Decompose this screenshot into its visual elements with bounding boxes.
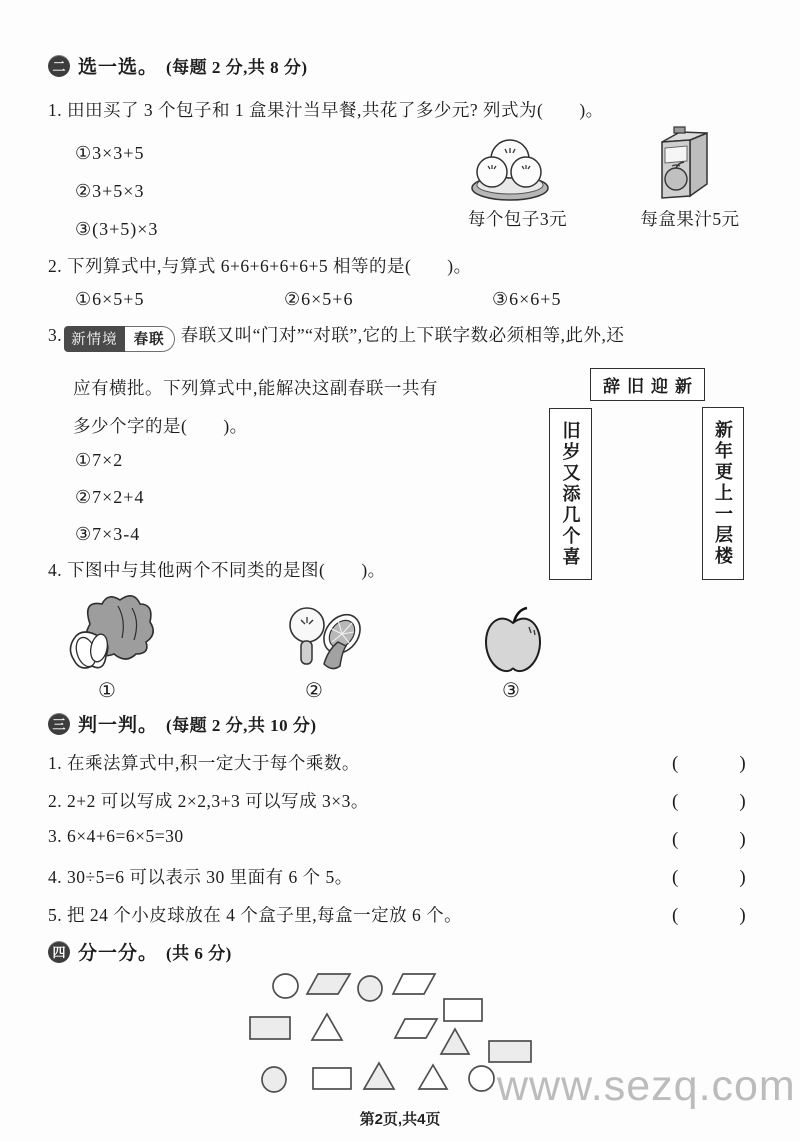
couplet-banner-text: 辞旧迎新 bbox=[603, 377, 699, 396]
judge-answer-4: ( ) bbox=[672, 867, 747, 888]
judge-answer-5: ( ) bbox=[672, 905, 747, 926]
q3-line1-text: 春联又叫“门对”“对联”,它的上下联字数必须相等,此外,还 bbox=[180, 325, 625, 345]
juice-price-label: 每盒果汁5元 bbox=[640, 209, 740, 229]
shape-triangle bbox=[311, 1013, 343, 1041]
section-judge-title: 判一判。 bbox=[78, 715, 159, 736]
shape-parallelogram bbox=[392, 973, 436, 995]
q1-option-3: ③(3+5)×3 bbox=[75, 219, 159, 239]
badge-new-context: 新情境 bbox=[64, 326, 125, 352]
section-sort-title: 分一分。 bbox=[78, 943, 159, 964]
shape-triangle bbox=[363, 1062, 395, 1090]
section-judge-note: (每题 2 分,共 10 分) bbox=[166, 716, 317, 735]
watermark: www.sezq.com bbox=[497, 1062, 796, 1110]
context-badge bbox=[64, 326, 175, 352]
q4-text: 4. 下图中与其他两个不同类的是图( )。 bbox=[48, 560, 386, 580]
judge-item-5: 5. 把 24 个小皮球放在 4 个盒子里,每盒一定放 6 个。 bbox=[48, 905, 463, 925]
couplet-right-strip bbox=[702, 407, 744, 580]
judge-item-1: 1. 在乘法算式中,积一定大于每个乘数。 bbox=[48, 753, 360, 773]
section-three-icon: 三 bbox=[48, 713, 70, 735]
bun-price-label: 每个包子3元 bbox=[467, 209, 568, 229]
couplet-left-text: 旧岁又添几个喜 bbox=[560, 420, 581, 568]
shape-rect bbox=[488, 1040, 532, 1063]
section-two-icon: 二 bbox=[48, 55, 70, 77]
judge-item-3: 3. 6×4+6=6×5=30 bbox=[48, 826, 184, 846]
q4-label-3: ③ bbox=[502, 680, 520, 702]
judge-answer-3: ( ) bbox=[672, 829, 747, 850]
q2-text: 2. 下列算式中,与算式 6+6+6+6+6+5 相等的是( )。 bbox=[48, 256, 472, 276]
q3-option-3: ③7×3-4 bbox=[75, 524, 141, 544]
couplet-banner bbox=[590, 368, 705, 401]
shape-ellipse bbox=[468, 1065, 495, 1092]
shape-rect bbox=[249, 1016, 291, 1040]
section-choose-note: (每题 2 分,共 8 分) bbox=[166, 58, 308, 77]
apple-illustration bbox=[478, 605, 548, 679]
judge-item-2: 2. 2+2 可以写成 2×2,3+3 可以写成 3×3。 bbox=[48, 791, 369, 811]
buns-plate-illustration bbox=[468, 132, 552, 202]
shape-ellipse bbox=[272, 973, 299, 999]
q2-option-3: ③6×6+5 bbox=[492, 289, 562, 309]
section-sort-header bbox=[48, 938, 232, 965]
q1-option-2: ②3+5×3 bbox=[75, 181, 145, 201]
q4-label-2: ② bbox=[305, 680, 323, 702]
q1-option-1: ①3×3+5 bbox=[75, 143, 145, 163]
section-judge-header bbox=[48, 710, 317, 737]
shape-parallelogram bbox=[394, 1018, 438, 1039]
q3-line3: 多少个字的是( )。 bbox=[73, 416, 248, 436]
q2-option-1: ①6×5+5 bbox=[75, 289, 145, 309]
shape-ellipse bbox=[357, 975, 383, 1002]
section-four-icon: 四 bbox=[48, 941, 70, 963]
juice-box-illustration bbox=[652, 126, 714, 204]
shape-rect bbox=[443, 998, 483, 1022]
judge-item-4: 4. 30÷5=6 可以表示 30 里面有 6 个 5。 bbox=[48, 867, 353, 887]
judge-answer-2: ( ) bbox=[672, 791, 747, 812]
mushrooms-illustration bbox=[280, 604, 372, 676]
shape-parallelogram bbox=[306, 973, 351, 995]
q3-line2: 应有横批。下列算式中,能解决这副春联一共有 bbox=[73, 378, 438, 398]
q2-option-2: ②6×5+6 bbox=[284, 289, 354, 309]
q1-text: 1. 田田买了 3 个包子和 1 盒果汁当早餐,共花了多少元? 列式为( )。 bbox=[48, 100, 604, 120]
q3-number: 3. bbox=[48, 325, 63, 345]
q4-label-1: ① bbox=[98, 680, 116, 702]
shape-triangle bbox=[418, 1064, 448, 1090]
section-sort-note: (共 6 分) bbox=[166, 944, 232, 963]
couplet-left-strip bbox=[549, 408, 592, 580]
shape-ellipse bbox=[261, 1066, 287, 1093]
cabbage-illustration bbox=[60, 590, 156, 678]
couplet-right-text: 新年更上一层楼 bbox=[713, 420, 733, 567]
page-footer: 第2页,共4页 bbox=[359, 1111, 441, 1128]
judge-answer-1: ( ) bbox=[672, 753, 747, 774]
shape-triangle bbox=[440, 1028, 470, 1055]
q3-option-1: ①7×2 bbox=[75, 450, 124, 470]
q3-option-2: ②7×2+4 bbox=[75, 487, 145, 507]
section-choose-header bbox=[48, 52, 308, 79]
q3-line1 bbox=[48, 322, 624, 352]
badge-couplet: 春联 bbox=[125, 326, 175, 352]
section-choose-title: 选一选。 bbox=[78, 57, 159, 78]
shape-rect bbox=[312, 1067, 352, 1090]
